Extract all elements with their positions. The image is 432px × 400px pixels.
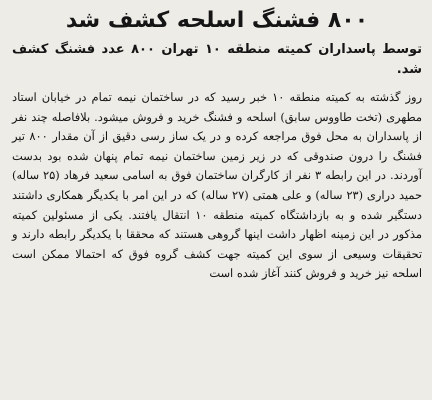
article-paragraph: روز گذشته به کمیته منطقه ۱۰ خبر رسید که در ساختمان نیمه تمام در خیابان استاد مطهری (تخت طاووس سابق) اسلحه و فشنگ خرید و فروش میشود. بلافاصله چند نفر از پاسداران به محل فوق مراجعه کرده و در یک ساز رسی دقیق از آن مقدار ۸۰۰ تیر فشنگ را درون صندوقی که در زیر زمین ساختمان نیمه تمام پنهان شده بود بدست آوردند. در این رابطه ۳ نفر از کارگران ساختمان فوق به اسامی سعید فرهاد (۲۵ ساله) حمید دراری (۲۳ ساله) و علی همتی (۲۷ ساله) که در این امر با یکدیگر همکاری داشتند دستگیر شده و به بازداشتگاه کمیته منطقه ۱۰ انتقال یافتند. یکی از مسئولین کمیته مذکور در این زمینه اظهار داشت اینها گروهی هستند که محققا با یکدیگر رابطه دارند و تحقیقات وسیعی از سوی این کمیته جهت کشف گروه فوق که احتمالا ممکن است اسلحه نیز خرید و فروش کنند آغاز شده است xyxy=(12,90,423,281)
subheadline: توسط پاسداران کمیته منطقه ۱۰ تهران ۸۰۰ عدد فشنگ کشف شد. xyxy=(12,42,423,77)
article-body xyxy=(12,88,422,284)
headline: ۸۰۰ فشنگ اسلحه کشف شد xyxy=(65,8,369,33)
